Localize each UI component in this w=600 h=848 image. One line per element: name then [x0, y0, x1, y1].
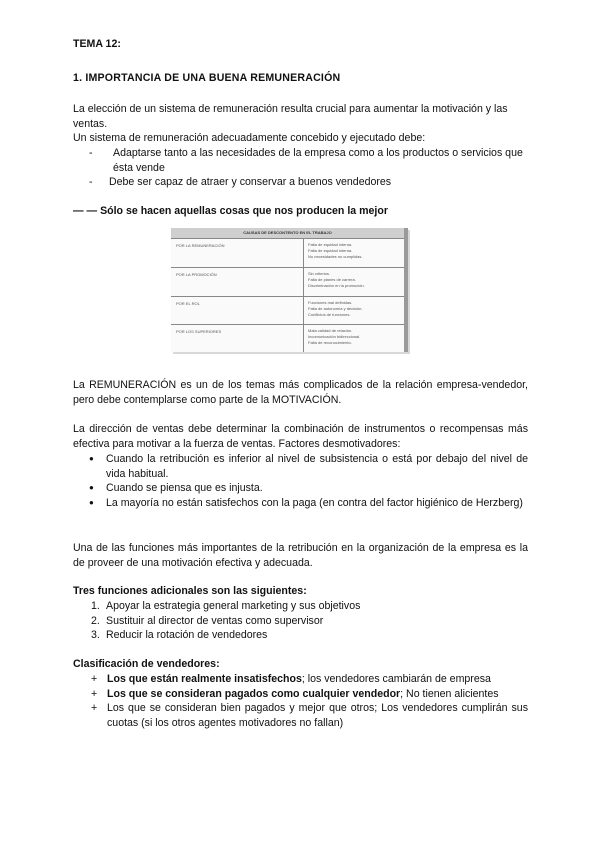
table-cause: POR LA PROMOCIÓN: [176, 272, 217, 277]
table-cause: POR LA REMUNERACIÓN: [176, 243, 225, 248]
list-item-text: Reducir la rotación de vendedores: [106, 629, 268, 641]
table-row: [171, 296, 404, 324]
list-item-text: Sustituir al director de ventas como supervisor: [106, 614, 324, 627]
number-marker: 2.: [91, 614, 100, 627]
list-item-text: [107, 701, 528, 730]
plus-list: [91, 672, 528, 730]
number-marker: 3.: [91, 629, 100, 641]
dash-list: [89, 146, 529, 190]
bullet-marker: ●: [89, 497, 94, 507]
list-item-text: Apoyar la estrategia general marketing y sus objetivos: [106, 600, 361, 612]
list-item: [91, 599, 528, 614]
table-details: Mala calidad de relación. Incomunicación bidireccional. Falta de reconocimiento.: [308, 328, 361, 345]
list-item: [89, 452, 528, 481]
paragraph-5: Una de las funciones más importantes de la retribución en la organización de la empresa es la de proveer de una motivación efectiva y adecuada.: [73, 542, 528, 569]
causes-table-image: [171, 228, 408, 352]
quote-heading: — — Sólo se hacen aquellas cosas que nos producen la mejor: [73, 205, 388, 217]
plus-marker: +: [91, 673, 98, 685]
bullet-marker: ●: [89, 454, 94, 463]
list-item-rest: ; los vendedores cambiarán de empresa: [301, 673, 491, 685]
plus-marker: +: [91, 687, 98, 700]
section-title: 1. IMPORTANCIA DE UNA BUENA REMUNERACIÓN: [73, 72, 341, 84]
list-item: [89, 496, 528, 511]
list-item-rest: Los que se consideran bien pagados y mejor que otros; Los vendedores cumplirán sus cuotas (si los otros agentes motivadores no fallan): [107, 702, 528, 729]
bullet-list: [89, 452, 528, 510]
table-row: [171, 267, 404, 296]
list-item: [91, 701, 528, 730]
table-details: Falta de equidad interna. Falta de equidad interna. No necesidades no cumplidas.: [308, 242, 363, 259]
table-header: CAUSAS DE DESCONTENTO EN EL TRABAJO: [171, 228, 404, 238]
list-item: [89, 481, 528, 496]
list-item: [91, 628, 528, 643]
table-cause: POR LOS SUPERIORES: [176, 329, 222, 334]
list-item-rest: ; No tienen alicientes: [400, 687, 499, 700]
list-item-text: Cuando se piensa que es injusta.: [106, 482, 263, 494]
list-item: [91, 614, 528, 629]
table-row: [171, 324, 404, 353]
paragraph-1: La elección de un sistema de remuneración resulta crucial para aumentar la motivación y las ventas.: [73, 103, 508, 130]
tema-title: TEMA 12:: [73, 38, 121, 50]
list-item: [91, 672, 528, 687]
table-details: Funciones mal definidas. Falta de autonomía y decisión. Conflictos de funciones.: [308, 300, 363, 317]
plus-marker: +: [91, 702, 98, 714]
paragraph-3: La REMUNERACIÓN es un de los temas más complicados de la relación empresa-vendedor, pero debe contemplarse como parte de la MOTIVACIÓN.: [73, 379, 528, 406]
tres-funciones-title: Tres funciones adicionales son las siguientes:: [73, 585, 307, 597]
list-item-text: Adaptarse tanto a las necesidades de la empresa como a los productos o servicios que ésta vende: [113, 147, 523, 174]
list-item-bold: Los que se consideran pagados como cualquier vendedor: [107, 687, 401, 700]
table-details: Sin criterios. Falta de planes de carrera. Discriminación en la promoción.: [308, 271, 365, 288]
list-item-bold: Los que están realmente insatisfechos: [107, 673, 302, 685]
dash-marker: -: [89, 147, 93, 159]
list-item: [89, 146, 529, 175]
paragraph-2: Un sistema de remuneración adecuadamente concebido y ejecutado debe:: [73, 132, 426, 144]
dash-marker: -: [89, 176, 93, 188]
paragraph-4: La dirección de ventas debe determinar la combinación de instrumentos o recompensas más efectiva para motivar a la fuerza de ventas. Factores desmotivadores:: [73, 423, 528, 450]
list-item: [89, 175, 529, 190]
list-item-text: La mayoría no están satisfechos con la paga (en contra del factor higiénico de Herzberg): [106, 496, 523, 509]
list-item-text: Debe ser capaz de atraer y conservar a buenos vendedores: [109, 176, 392, 188]
list-item-text: [107, 687, 528, 702]
list-item: [91, 687, 528, 702]
table-cause: POR EL ROL: [176, 301, 200, 306]
clasificacion-title: Clasificación de vendedores:: [73, 658, 220, 670]
list-item-text: Cuando la retribución es inferior al nivel de subsistencia o está por debajo del nivel de vida habitual.: [106, 453, 528, 480]
numbered-list: [91, 599, 528, 643]
list-item-text: [107, 672, 528, 687]
bullet-marker: ●: [89, 483, 94, 492]
number-marker: 1.: [91, 600, 100, 612]
table-row: [171, 238, 404, 267]
